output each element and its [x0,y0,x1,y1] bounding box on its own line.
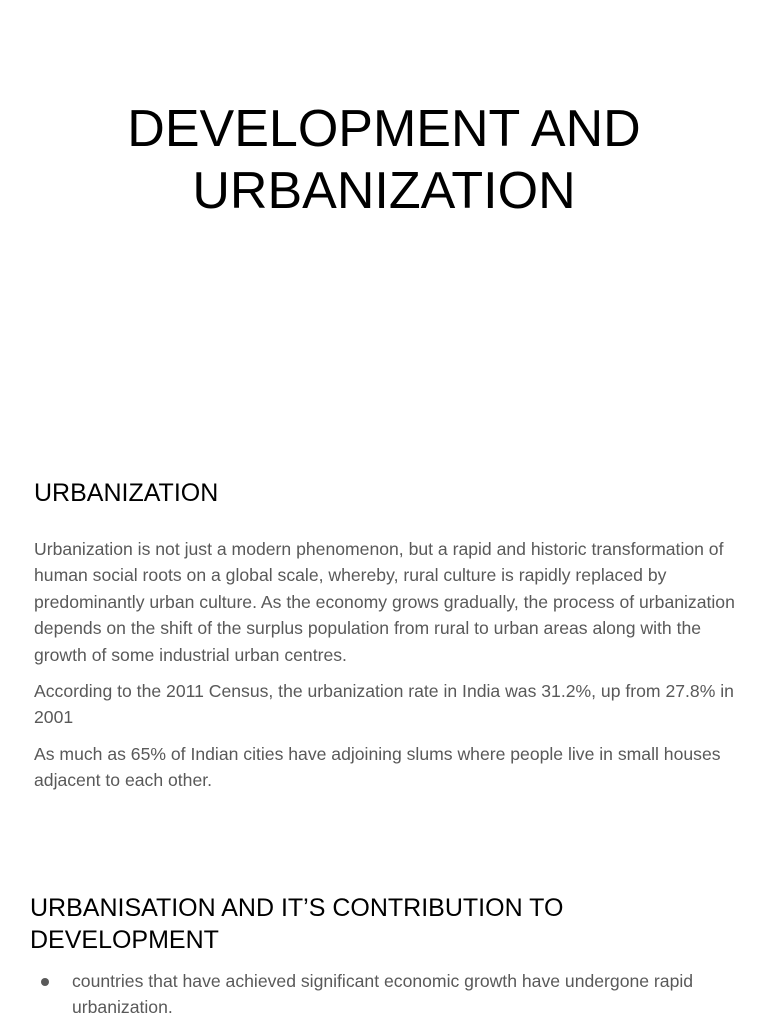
bullet-text: countries that have achieved significant economic growth have undergone rapid urbanization. [72,971,694,1018]
contribution-slide [0,856,768,1024]
bullet-dot-icon [41,978,49,986]
presentation-title: DEVELOPMENT AND URBANIZATION [127,100,641,220]
contribution-bullet-list [0,968,768,1021]
urbanization-slide [0,432,768,856]
urbanization-body [34,536,744,804]
paragraph-census-rate: According to the 2011 Census, the urbanization rate in India was 31.2%, up from 27.8% in 2001 [34,681,734,728]
title-slide [0,0,768,432]
urbanization-heading: URBANIZATION [34,479,219,507]
bullet-item [0,968,768,1021]
paragraph-definition: Urbanization is not just a modern phenomenon, but a rapid and historic transformation of human social roots on a global scale, whereby, rural culture is rapidly replaced by predominantly urban culture. As the economy grows gradually, the process of urbanization depends on the shift of the surplus population from rural to urban areas along with the growth of some industrial urban centres. [34,539,735,665]
contribution-heading: URBANISATION AND IT’S CONTRIBUTION TO DEVELOPMENT [30,894,564,954]
paragraph-slums: As much as 65% of Indian cities have adjoining slums where people live in small houses adjacent to each other. [34,743,721,791]
